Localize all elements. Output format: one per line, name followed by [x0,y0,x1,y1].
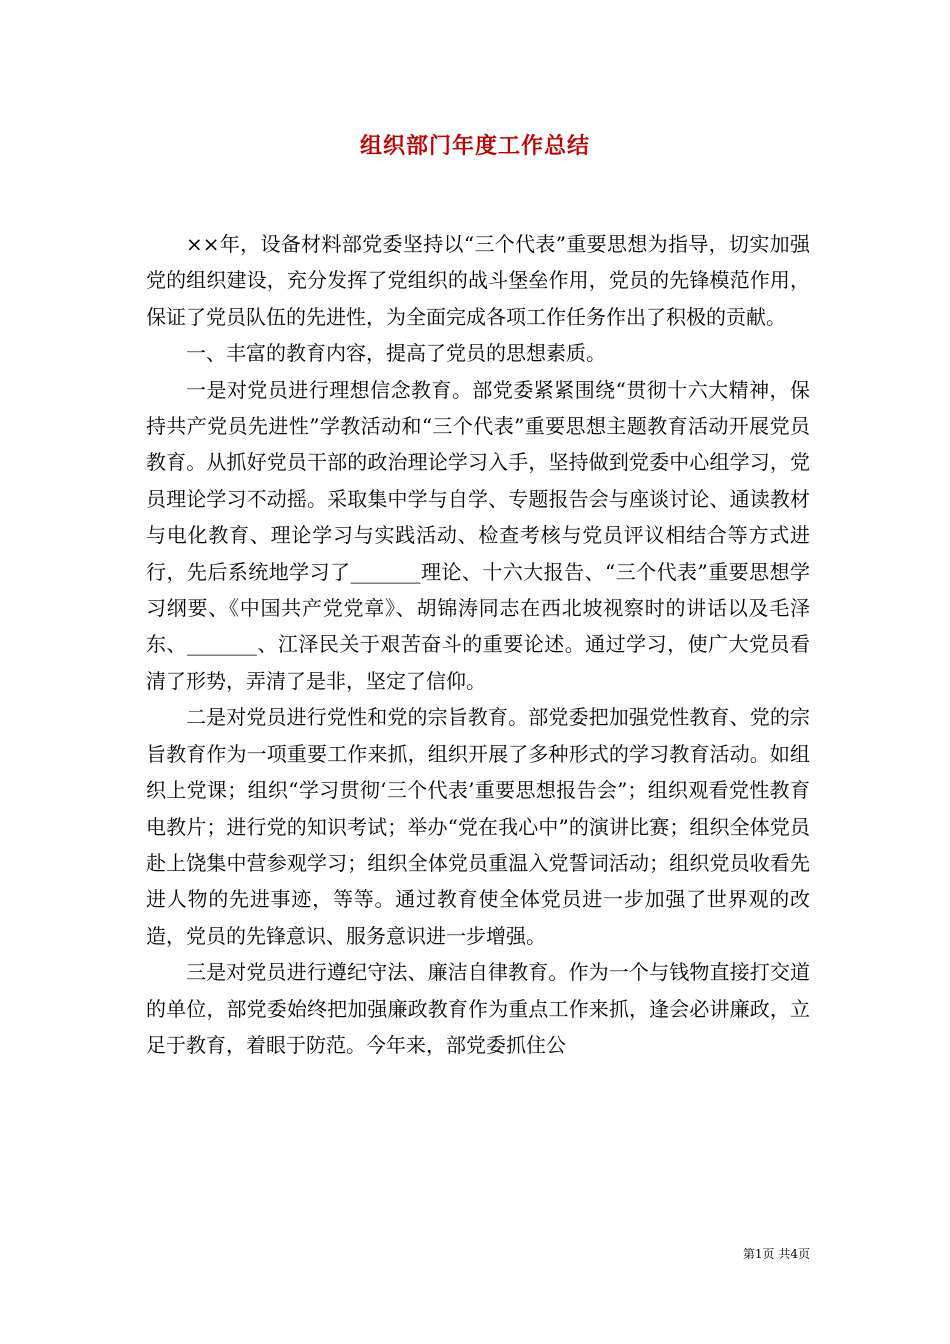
footer-middle: 页 共 [762,1247,791,1261]
paragraph-intro: ××年，设备材料部党委坚持以“三个代表”重要思想为指导，切实加强党的组织建设，充分发挥了党组织的战斗堡垒作用，党员的先锋模范作用，保证了党员队伍的先进性，为全面完成各项工作任务作出了积极的贡献。 [146,232,810,329]
document-body [146,226,810,1063]
document-title: 组织部门年度工作总结 [359,134,590,159]
footer-suffix: 页 [797,1247,810,1261]
paragraph-party-spirit-education: 二是对党员进行党性和党的宗旨教育。部党委把加强党性教育、党的宗旨教育作为一项重要工作来抓，组织开展了多种形式的学习教育活动。如组织上党课；组织“学习贯彻‘三个代表’重要思想报告会”；组织观看党性教育电教片；进行党的知识考试；举办“党在我心中”的演讲比赛；组织全体党员赴上饶集中营参观学习；组织全体党员重温入党誓词活动；组织党员收看先进人物的先进事迹，等等。通过教育使全体党员进一步加强了世界观的改造，党员的先锋意识、服务意识进一步增强。 [146,705,810,948]
footer-prefix: 第 [742,1247,755,1261]
page-number-footer [690,1246,810,1262]
paragraph-section-heading: 一、丰富的教育内容，提高了党员的思想素质。 [186,341,606,366]
paragraph-integrity-education: 三是对党员进行遵纪守法、廉洁自律教育。作为一个与钱物直接打交道的单位，部党委始终把加强廉政教育作为重点工作来抓，逢会必讲廉政，立足于教育，着眼于防范。今年来，部党委抓住公 [146,960,810,1057]
footer-total-pages: 4 [790,1247,798,1261]
paragraph-ideals-education: 一是对党员进行理想信念教育。部党委紧紧围绕“贯彻十六大精神，保持共产党员先进性”学教活动和“三个代表”重要思想主题教育活动开展党员教育。从抓好党员干部的政治理论学习入手，坚持做到党委中心组学习，党员理论学习不动摇。采取集中学与自学、专题报告会与座谈讨论、通读教材与电化教育、理论学习与实践活动、检查考核与党员评议相结合等方式进行，先后系统地学习了_______理论、十六大报告、“三个代表”重要思想学习纲要、《中国共产党党章》、胡锦涛同志在西北坡视察时的讲话以及毛泽东、_______、江泽民关于艰苦奋斗的重要论述。通过学习，使广大党员看清了形势，弄清了是非，坚定了信仰。 [146,377,810,693]
footer-current-page: 1 [754,1247,763,1261]
